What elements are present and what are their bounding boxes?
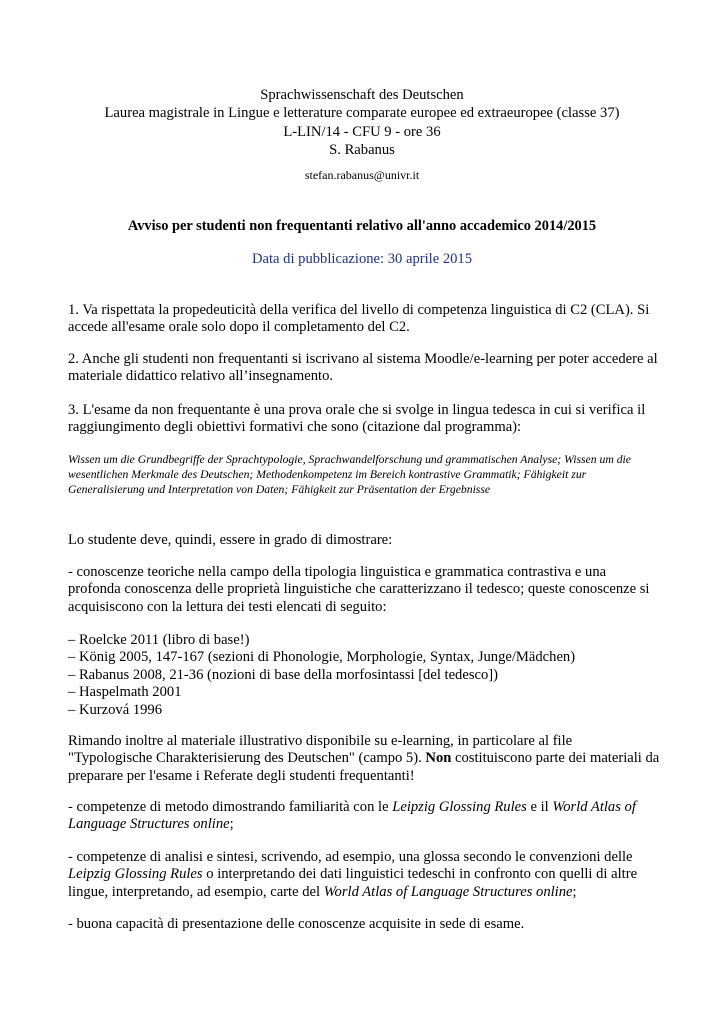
text-segment: ; xyxy=(572,883,577,900)
degree-program: Laurea magistrale in Lingue e letterature comparate europee ed extraeuropee (classe 37) xyxy=(104,105,620,122)
reading-item: – König 2005, 147-167 (sezioni di Phonologie, Morphologie, Syntax, Junge/Mädchen) xyxy=(68,649,576,666)
teacher-email: stefan.rabanus@univr.it xyxy=(304,168,420,182)
notice-title: Avviso per studenti non frequentanti relativo all'anno accademico 2014/2015 xyxy=(127,218,597,234)
teacher-name: S. Rabanus xyxy=(329,142,395,159)
materials-paragraph xyxy=(68,733,660,785)
reading-item: – Haspelmath 2001 xyxy=(68,684,182,701)
reading-item: – Roelcke 2011 (libro di base!) xyxy=(68,632,250,648)
materials-bold-non: Non xyxy=(425,750,452,767)
materials-text: Rimando inoltre al materiale illustrativo disponibile su e-learning, in particolare al file "Typologische Charakterisierung des Deutschen" (campo 5). xyxy=(68,733,573,767)
term-wals: World Atlas of Language Structures online xyxy=(323,883,573,900)
reading-list xyxy=(68,632,660,719)
point-3: 3. L'esame da non frequentante è una prova orale che si svolge in lingua tedesca in cui si verifica il raggiungimento degli obiettivi formativi che sono (citazione dal programma): xyxy=(68,402,646,436)
competence-analysis xyxy=(68,849,660,901)
point-2: 2. Anche gli studenti non frequentanti si iscrivano al sistema Moodle/e-learning per poter accedere al materiale didattico relativo all’insegnamento. xyxy=(68,351,658,385)
competence-presentation: - buona capacità di presentazione delle conoscenze acquisite in sede di esame. xyxy=(68,916,525,932)
materials-text-cont: costituiscono parte dei materiali da preparare per l'esame i Referate degli studenti frequentanti! xyxy=(68,750,660,784)
term-wals: World Atlas of Language Structures online xyxy=(68,799,636,833)
competence-theory: - conoscenze teoriche nella campo della tipologia linguistica e grammatica contrastiva e una profonda conoscenza delle proprietà linguistiche che caratterizzano il tedesco; queste conoscenze si acquisiscono con la lettura dei testi elencati di seguito: xyxy=(68,564,650,615)
text-segment: o interpretando dei dati linguistici tedeschi in confronto con quelli di altre lingue, interpretando, ad esempio, carte del xyxy=(68,866,638,900)
reading-item: – Rabanus 2008, 21-36 (nozioni di base della morfosintassi [del tedesco]) xyxy=(68,666,499,683)
text-segment: ; xyxy=(229,816,234,833)
reading-item: – Kurzová 1996 xyxy=(68,701,163,718)
programme-quote: Wissen um die Grundbegriffe der Sprachtypologie, Sprachwandelforschung und grammatischen Analyse; Wissen um die wesentlichen Merkmale des Deutschen; Methodenkompetenz im Bereich kontrastive Grammatik; Fähigkeit zur Generalisierung und Interpretation von Daten; Fähigkeit zur Präsentation der Ergebnisse xyxy=(68,453,631,497)
course-header xyxy=(0,86,724,160)
publication-date: Data di pubblicazione: 30 aprile 2015 xyxy=(251,251,473,267)
course-code: L-LIN/14 - CFU 9 - ore 36 xyxy=(283,123,441,140)
point-1: 1. Va rispettata la propedeuticità della verifica del livello di competenza linguistica di C2 (CLA). Si accede all'esame orale solo dopo il completamento del C2. xyxy=(68,302,650,336)
term-leipzig: Leipzig Glossing Rules xyxy=(68,866,203,883)
competence-method xyxy=(68,799,660,834)
term-leipzig: Leipzig Glossing Rules xyxy=(392,799,527,815)
text-segment: - competenze di metodo dimostrando familiarità con le xyxy=(68,799,389,815)
intro-line: Lo studente deve, quindi, essere in grado di dimostrare: xyxy=(68,532,393,548)
text-segment: e il xyxy=(530,799,549,815)
text-segment: - competenze di analisi e sintesi, scrivendo, ad esempio, una glossa secondo le convenzioni delle xyxy=(68,849,633,865)
course-title: Sprachwissenschaft des Deutschen xyxy=(260,87,464,103)
